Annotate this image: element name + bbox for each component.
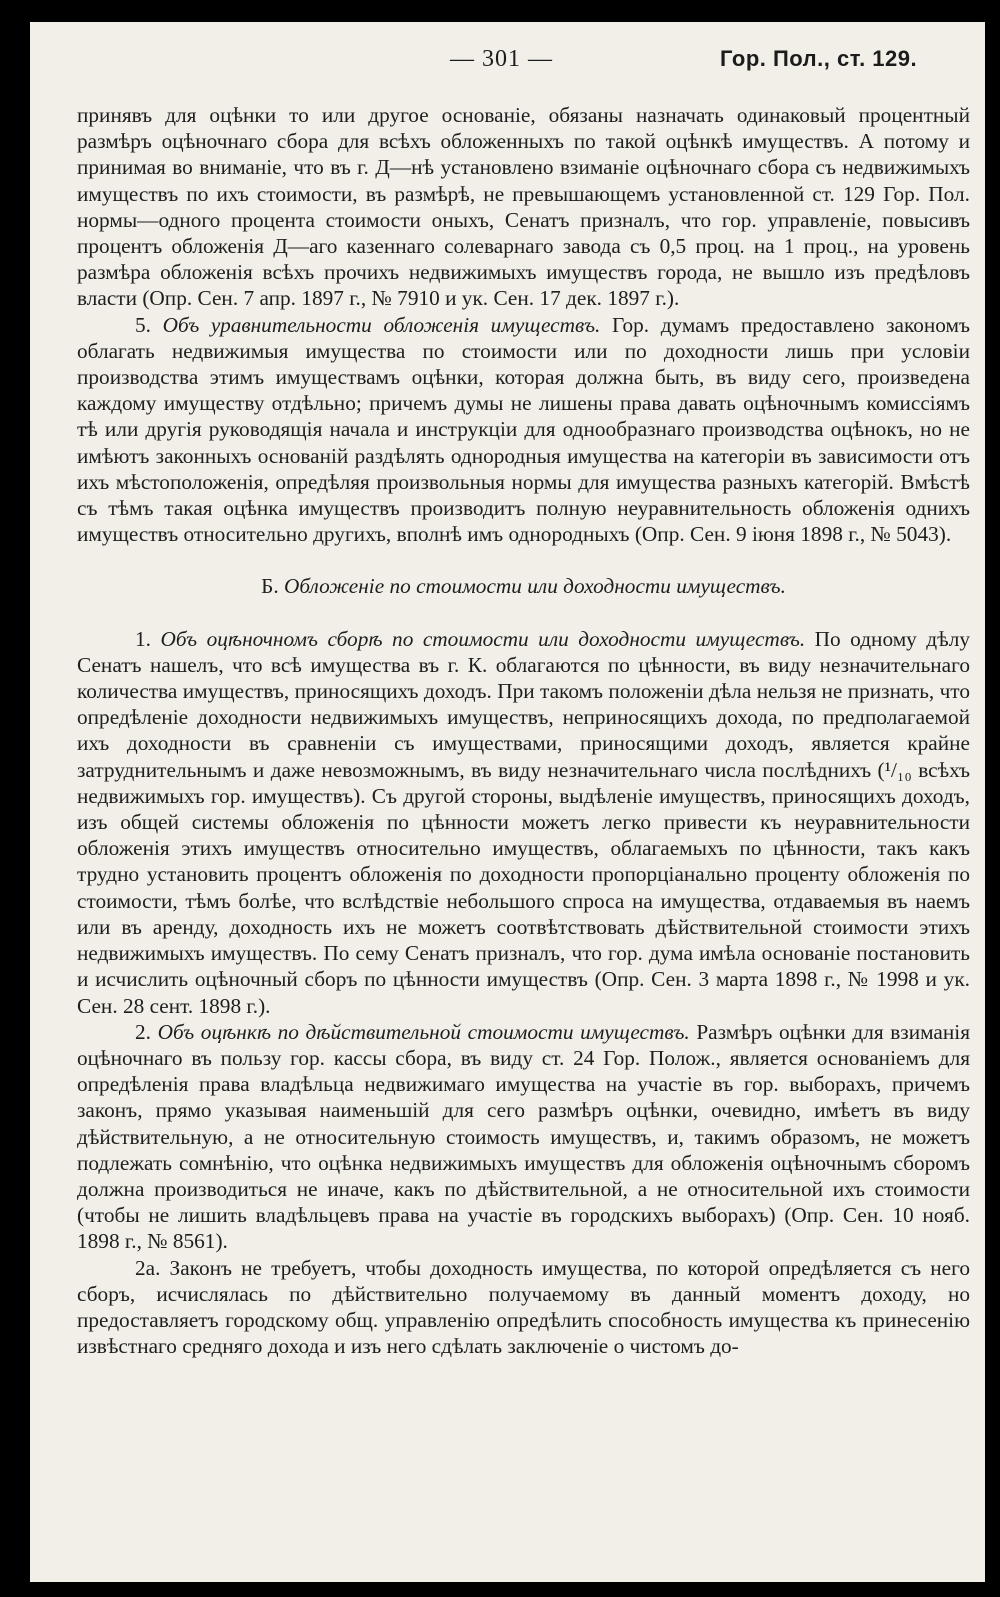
document-page [30, 22, 985, 1582]
paragraph-item-1 [77, 626, 970, 1019]
item-title: Объ оцѣнкѣ по дѣйствительной стоимости имуществъ. [157, 1019, 690, 1044]
item-number: 5. [135, 312, 151, 337]
page-number: — 301 — [450, 46, 553, 72]
item-title: Объ уравнительности обложенія имуществъ. [162, 312, 601, 337]
item-text: Гор. думамъ предоставлено закономъ облагать недвижимыя имущества по стоимости или по доходности лишь при условіи производства этимъ имуществамъ оцѣнки, которая должна быть, въ виду сего, произведена каждому имуществу отдѣльно; причемъ думы не лишены права давать оцѣночнымъ комиссіямъ тѣ или другія руководящія начала и инструкціи для однообразнаго производства оцѣнокъ, но не имѣютъ законныхъ основаній раздѣлять однородныя имущества на категоріи въ зависимости отъ ихъ мѣстоположенія, опредѣляя произвольныя нормы для имущества разныхъ категорій. Вмѣстѣ съ тѣмъ такая оцѣнка имуществъ производитъ полную неуравнительность обложенія однихъ имуществъ относительно другихъ, вполнѣ имъ однородныхъ (Опр. Сен. 9 іюня 1898 г., № 5043). [77, 312, 971, 547]
paragraph-item-5 [77, 312, 970, 548]
item-text: Размѣръ оцѣнки для взиманія оцѣночнаго въ пользу гор. кассы сбора, въ виду ст. 24 Гор. Полож., является основаніемъ для опредѣленія права владѣльца недвижимаго имущества на участіе въ гор. выборахъ, причемъ законъ, прямо указывая наименьшій для сего размѣръ оцѣнки, очевидно, имѣетъ въ виду дѣйствительную, а не относительную стоимость имуществъ, и, такимъ образомъ, не можетъ подлежать сомнѣнію, что оцѣнка недвижимыхъ имуществъ для обложенія оцѣночнымъ сборомъ должна производиться не иначе, какъ по дѣйствительной, а не относительной ихъ стоимости (чтобы не лишить владѣльцевъ права на участіе въ городскихъ выборахъ) (Опр. Сен. 10 нояб. 1898 г., № 8561). [77, 1019, 970, 1254]
item-number: 2. [135, 1019, 151, 1044]
paragraph-continuation: принявъ для оцѣнки то или другое основаніе, обязаны назначать одинаковый процентный размѣръ оцѣночнаго сбора для всѣхъ обложенныхъ по такой оцѣнкѣ имуществъ. А потому и принимая во вниманіе, что въ г. Д—нѣ установлено взиманіе оцѣночнаго сбора съ недвижимыхъ имуществъ по ихъ стоимости, въ размѣрѣ, не превышающемъ установленной ст. 129 Гор. Пол. нормы—одного процента стоимости оныхъ, Сенатъ призналъ, что гор. управленіе, повысивъ процентъ обложенія Д—аго казеннаго солеварнаго завода съ 0,5 проц. на 1 проц., на уровень размѣра обложенія всѣхъ прочихъ недвижимыхъ имуществъ города, не вышло изъ предѣловъ власти (Опр. Сен. 7 апр. 1897 г., № 7910 и ук. Сен. 17 дек. 1897 г.). [77, 103, 970, 311]
spacer [77, 600, 970, 626]
item-title: Объ оцѣночномъ сборѣ по стоимости или доходности имуществъ. [160, 626, 806, 651]
section-letter: Б. [261, 574, 279, 599]
paragraph-item-2 [77, 1019, 970, 1255]
document-body [77, 102, 970, 1359]
spacer [77, 547, 970, 573]
item-text: По одному дѣлу Сенатъ нашелъ, что всѣ имущества въ г. К. облагаются по цѣнности, въ виду незначительнаго количества имуществъ, приносящихъ доходъ. При такомъ положеніи дѣла нельзя не признать, что опредѣленіе доходности недвижимыхъ имуществъ, неприносящихъ дохода, по предполагаемой ихъ доходности въ сравненіи съ имуществами, приносящими доходъ, является крайне затруднительнымъ и даже невозможнымъ, въ виду незначительнаго числа послѣднихъ (¹/₁₀ всѣхъ недвижимыхъ гор. имуществъ). Съ другой стороны, выдѣленіе имуществъ, приносящихъ доходъ, изъ общей системы обложенія по цѣнности можетъ легко привести къ неуравнительности обложенія этихъ имуществъ относительно имуществъ, облагаемыхъ по цѣнности, такъ какъ трудно установить процентъ обложенія по доходности пропорціанально проценту обложенія по стоимости, тѣмъ болѣе, что вслѣдствіе небольшого спроса на имущества, отдаваемыя въ наемъ или въ аренду, доходность ихъ не можетъ соотвѣтствовать дѣйствительной стоимости этихъ недвижимыхъ имуществъ. По сему Сенатъ призналъ, что гор. дума имѣла основаніе постановить и исчислить оцѣночный сборъ по цѣнности имуществъ (Опр. Сен. 3 марта 1898 г., № 1998 и ук. Сен. 28 сент. 1898 г.). [77, 626, 970, 1018]
section-title: Обложеніе по стоимости или доходности имуществъ. [284, 574, 786, 599]
page-header [30, 46, 985, 86]
running-title: Гор. Пол., ст. 129. [720, 46, 918, 71]
item-number: 1. [135, 626, 151, 651]
paragraph-item-2a: 2а. Законъ не требуетъ, чтобы доходность имущества, по которой опредѣляется съ него сборъ, исчислялась по дѣйствительно получаемому въ данный моментъ доходу, но предоставляетъ городскому общ. управленію опредѣлить способность имущества къ принесенію извѣстнаго средняго дохода и изъ него сдѣлать заключеніе о чистомъ до- [77, 1255, 970, 1359]
section-heading [77, 573, 970, 599]
